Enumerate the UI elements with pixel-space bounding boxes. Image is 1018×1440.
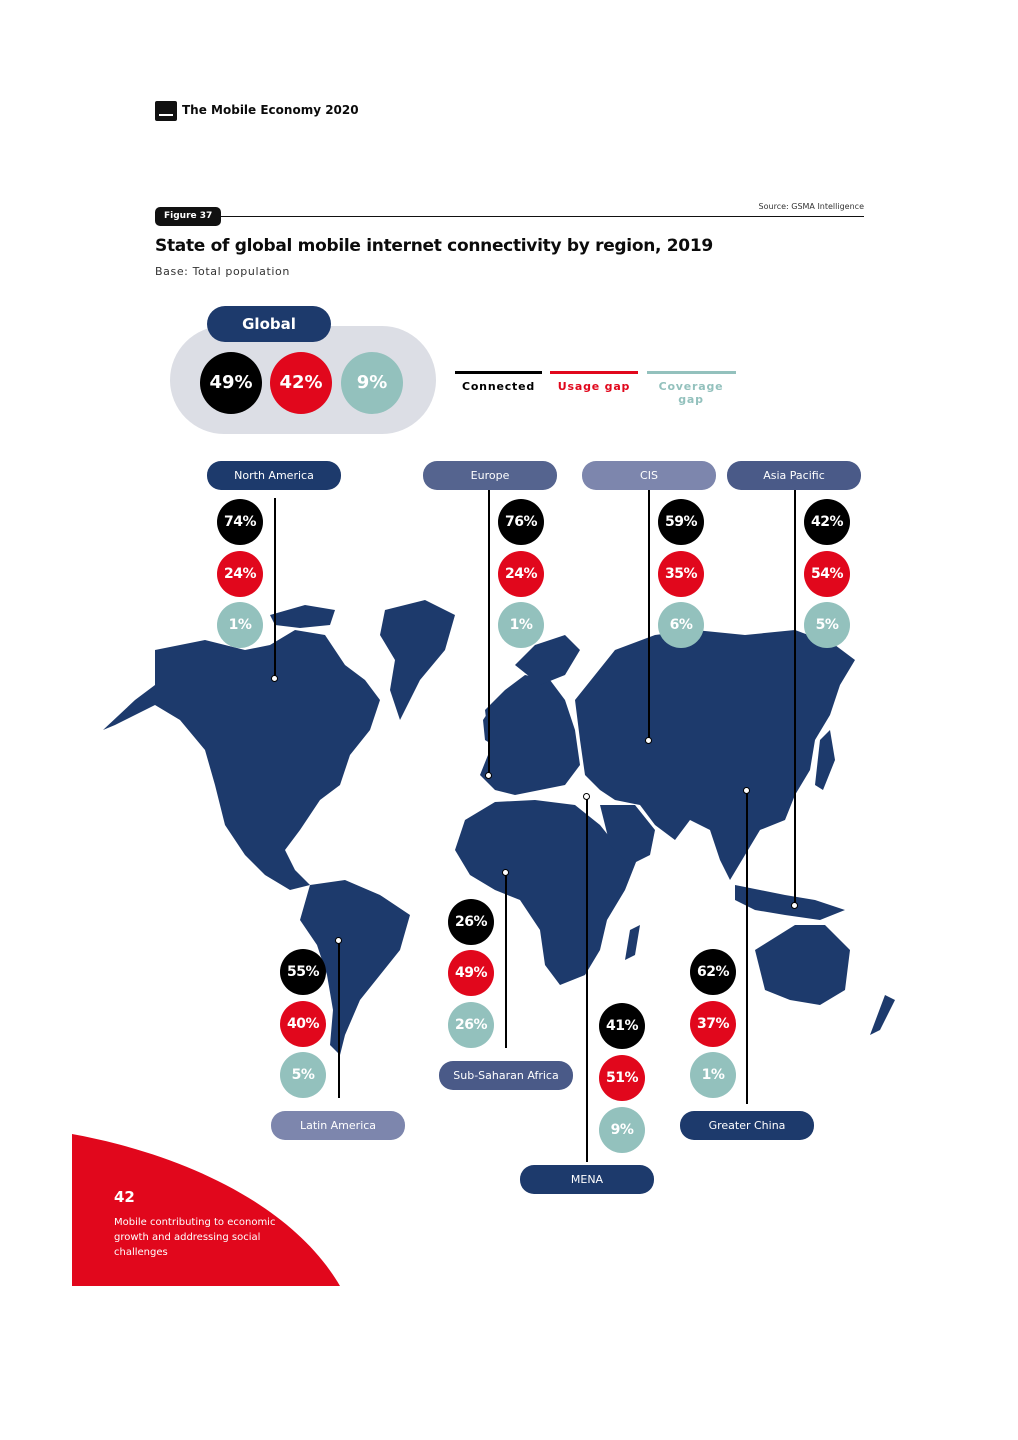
cis-connected: 59%: [658, 499, 704, 545]
map-new-zealand: [870, 995, 895, 1035]
europe-usage-gap: 24%: [498, 551, 544, 597]
connector-dot-greater-china: [743, 787, 750, 794]
connector-sub-saharan-africa: [505, 872, 507, 1048]
region-label-sub-saharan-africa: Sub-Saharan Africa: [439, 1061, 573, 1090]
cis-coverage-gap: 6%: [658, 602, 704, 648]
connector-europe: [488, 490, 490, 774]
page-number: 42: [114, 1188, 135, 1206]
greater-china-coverage-gap: 1%: [690, 1052, 736, 1098]
section-title: Mobile contributing to economic growth and addressing social challenges: [114, 1217, 276, 1258]
region-label-mena: MENA: [520, 1165, 654, 1194]
mena-usage-gap: 51%: [599, 1055, 645, 1101]
mena-connected: 41%: [599, 1003, 645, 1049]
figure-rule: [204, 216, 864, 217]
mena-coverage-gap: 9%: [599, 1107, 645, 1153]
asia-pacific-usage-gap: 54%: [804, 551, 850, 597]
region-label-greater-china: Greater China: [680, 1111, 814, 1140]
sub-saharan-africa-coverage-gap: 26%: [448, 1002, 494, 1048]
world-map: [95, 590, 925, 1070]
region-label-latin-america: Latin America: [271, 1111, 405, 1140]
global-connected: 49%: [200, 352, 262, 414]
connector-dot-cis: [645, 737, 652, 744]
legend-connected: Connected: [461, 380, 536, 393]
connector-dot-europe: [485, 772, 492, 779]
figure-tag: Figure 37: [155, 207, 221, 226]
north-america-usage-gap: 24%: [217, 551, 263, 597]
map-arctic-islands: [270, 605, 335, 628]
north-america-connected: 74%: [217, 499, 263, 545]
cis-usage-gap: 35%: [658, 551, 704, 597]
asia-pacific-coverage-gap: 5%: [804, 602, 850, 648]
sub-saharan-africa-connected: 26%: [448, 899, 494, 945]
connector-north-america: [274, 498, 276, 678]
connector-cis: [648, 490, 650, 740]
figure-title: State of global mobile internet connectivity by region, 2019: [155, 236, 713, 256]
report-logo-icon: [155, 101, 177, 121]
connector-dot-latin-america: [335, 937, 342, 944]
connector-dot-sub-saharan-africa: [502, 869, 509, 876]
global-label: Global: [207, 306, 331, 342]
region-label-europe: Europe: [423, 461, 557, 490]
map-madagascar: [625, 925, 640, 960]
region-label-cis: CIS: [582, 461, 716, 490]
europe-coverage-gap: 1%: [498, 602, 544, 648]
footer-corner-shape: [72, 1134, 340, 1286]
connector-asia-pacific: [794, 490, 796, 906]
connector-dot-north-america: [271, 675, 278, 682]
connector-greater-china: [746, 790, 748, 1104]
north-america-coverage-gap: 1%: [217, 602, 263, 648]
greater-china-connected: 62%: [690, 949, 736, 995]
latin-america-connected: 55%: [280, 949, 326, 995]
connector-dot-mena: [583, 793, 590, 800]
legend-usage-gap: Usage gap: [557, 380, 631, 393]
legend-usage-gap-swatch: [550, 371, 638, 374]
legend-connected-swatch: [455, 371, 542, 374]
connector-mena: [586, 796, 588, 1162]
map-north-america: [103, 630, 380, 890]
legend-coverage-gap: Coverage gap: [658, 380, 724, 406]
asia-pacific-connected: 42%: [804, 499, 850, 545]
map-japan: [815, 730, 835, 790]
europe-connected: 76%: [498, 499, 544, 545]
global-coverage-gap: 9%: [341, 352, 403, 414]
map-australia: [755, 925, 850, 1005]
connector-dot-asia-pacific: [791, 902, 798, 909]
figure-source: Source: GSMA Intelligence: [758, 202, 864, 211]
figure-subtitle: Base: Total population: [155, 265, 290, 278]
latin-america-usage-gap: 40%: [280, 1001, 326, 1047]
report-brand: The Mobile Economy 2020: [182, 103, 359, 117]
map-indonesia: [735, 885, 845, 920]
region-label-asia-pacific: Asia Pacific: [727, 461, 861, 490]
sub-saharan-africa-usage-gap: 49%: [448, 950, 494, 996]
region-label-north-america: North America: [207, 461, 341, 490]
legend-coverage-gap-swatch: [647, 371, 736, 374]
greater-china-usage-gap: 37%: [690, 1001, 736, 1047]
global-usage-gap: 42%: [270, 352, 332, 414]
map-greenland: [380, 600, 455, 720]
latin-america-coverage-gap: 5%: [280, 1052, 326, 1098]
connector-latin-america: [338, 940, 340, 1098]
